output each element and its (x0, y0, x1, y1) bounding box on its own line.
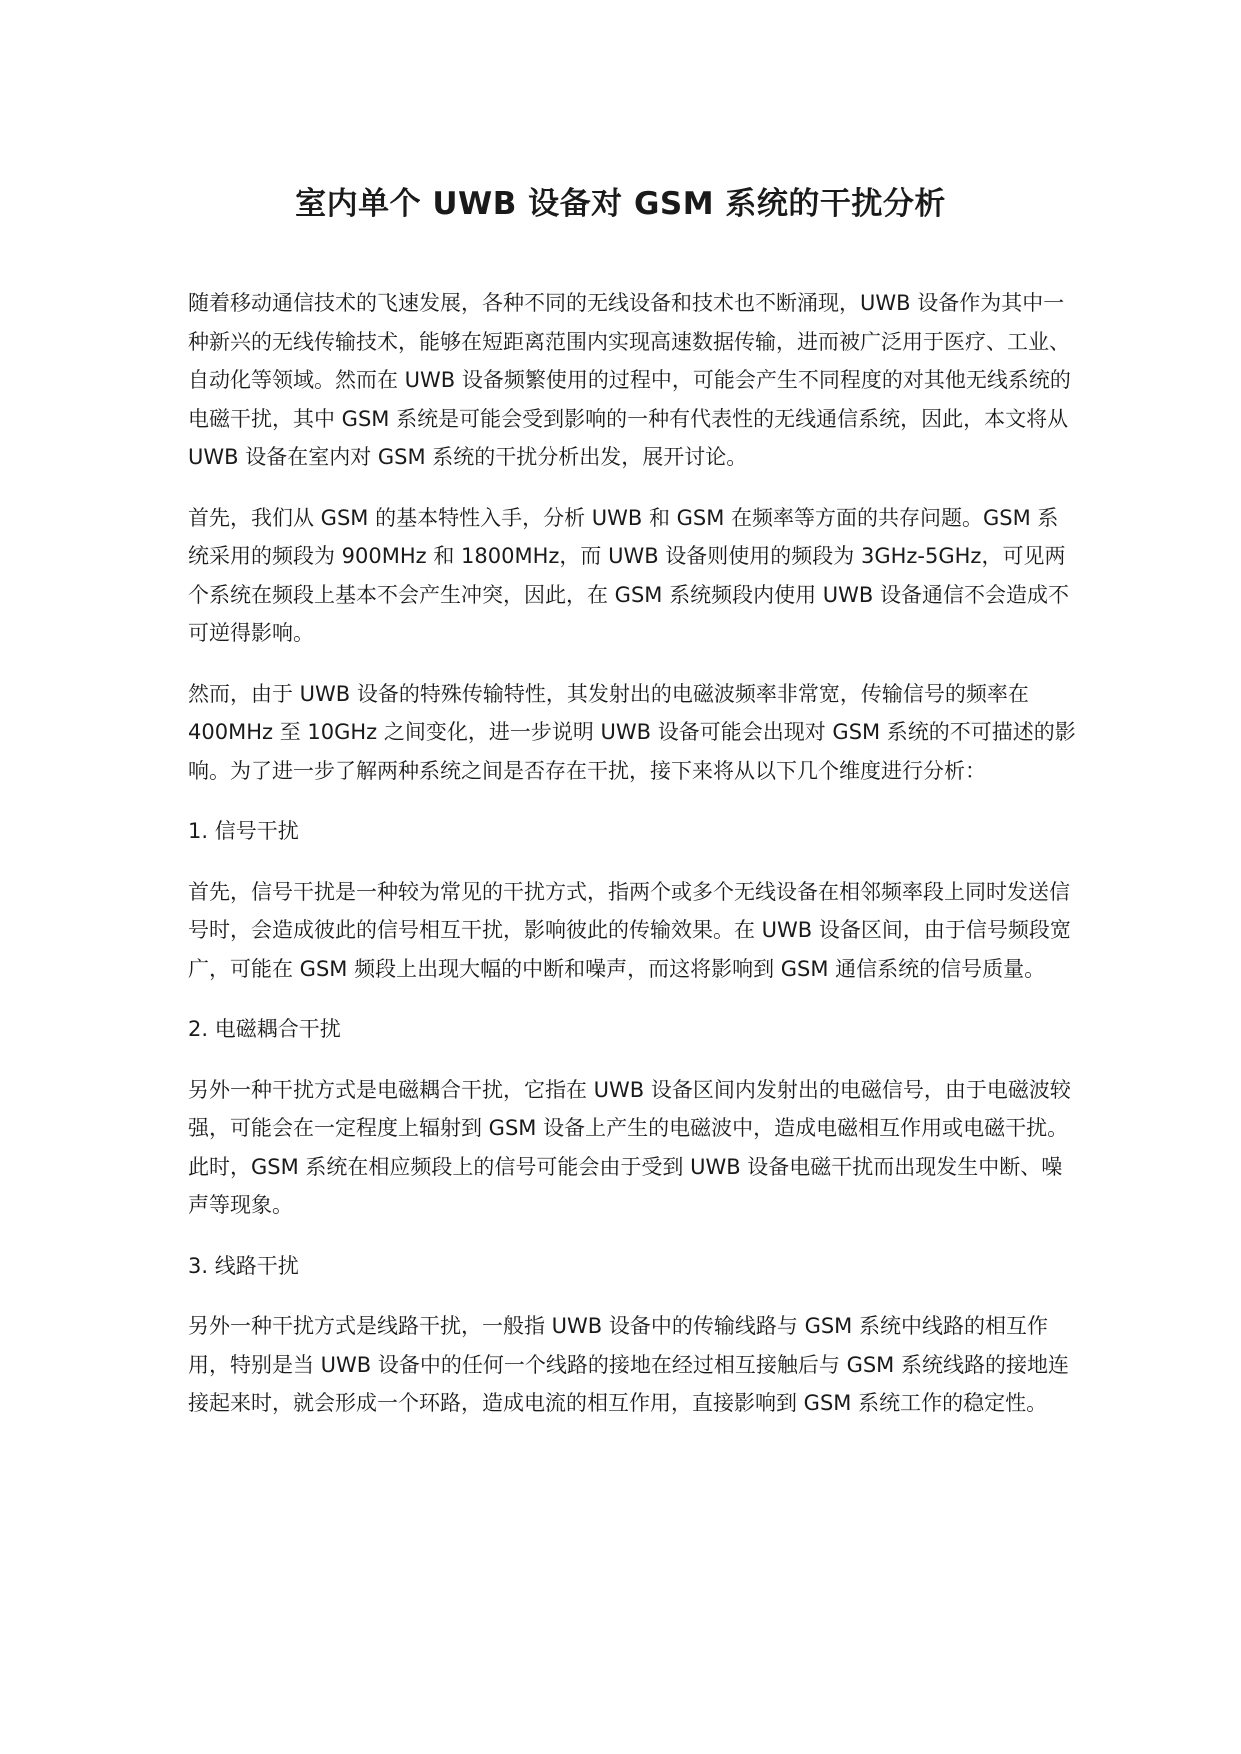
document-body (188, 284, 1078, 1445)
section-paragraph: 首先，信号干扰是一种较为常见的干扰方式，指两个或多个无线设备在相邻频率段上同时发送信号时，会造成彼此的信号相互干扰，影响彼此的传输效果。在 UWB 设备区间，由于信号频段宽广，可能在 GSM 频段上出现大幅的中断和噪声，而这将影响到 GSM 通信系统的信号质量。 (188, 879, 1071, 981)
section-paragraph: 另外一种干扰方式是线路干扰，一般指 UWB 设备中的传输线路与 GSM 系统中线路的相互作用，特别是当 UWB 设备中的任何一个线路的接地在经过相互接触后与 GSM 系统线路的接地连接起来时，就会形成一个环路，造成电流的相互作用，直接影响到 GSM 系统工作的稳定性。 (188, 1314, 1069, 1415)
section-paragraph: 另外一种干扰方式是电磁耦合干扰，它指在 UWB 设备区间内发射出的电磁信号，由于电磁波较强，可能会在一定程度上辐射到 GSM 设备上产生的电磁波中，造成电磁相互作用或电磁干扰。此时，GSM 系统在相应频段上的信号可能会由于受到 UWB 设备电磁干扰而出现发生中断、噪声等现象。 (188, 1077, 1071, 1217)
intro-paragraph: 随着移动通信技术的飞速发展，各种不同的无线设备和技术也不断涌现，UWB 设备作为其中一种新兴的无线传输技术，能够在短距离范围内实现高速数据传输，进而被广泛用于医疗、工业、自动化等领域。然而在 UWB 设备频繁使用的过程中，可能会产生不同程度的对其他无线系统的电磁干扰，其中 GSM 系统是可能会受到影响的一种有代表性的无线通信系统，因此，本文将从 UWB 设备在室内对 GSM 系统的干扰分析出发，展开讨论。 (188, 291, 1071, 469)
section-heading: 1. 信号干扰 (188, 819, 299, 843)
body-paragraph: 首先，我们从 GSM 的基本特性入手，分析 UWB 和 GSM 在频率等方面的共存问题。GSM 系统采用的频段为 900MHz 和 1800MHz，而 UWB 设备则使用的频段为 3GHz-5GHz，可见两个系统在频段上基本不会产生冲突，因此，在 GSM 系统频段内使用 UWB 设备通信不会造成不可逆得影响。 (188, 505, 1069, 645)
section-heading: 3. 线路干扰 (188, 1253, 299, 1278)
section-heading: 2. 电磁耦合干扰 (188, 1017, 341, 1041)
document-title: 室内单个 UWB 设备对 GSM 系统的干扰分析 (295, 186, 946, 222)
body-paragraph: 然而，由于 UWB 设备的特殊传输特性，其发射出的电磁波频率非常宽，传输信号的频率在 400MHz 至 10GHz 之间变化，进一步说明 UWB 设备可能会出现对 GSM 系统的不可描述的影响。为了进一步了解两种系统之间是否存在干扰，接下来将从以下几个维度进行分析： (188, 681, 1076, 783)
